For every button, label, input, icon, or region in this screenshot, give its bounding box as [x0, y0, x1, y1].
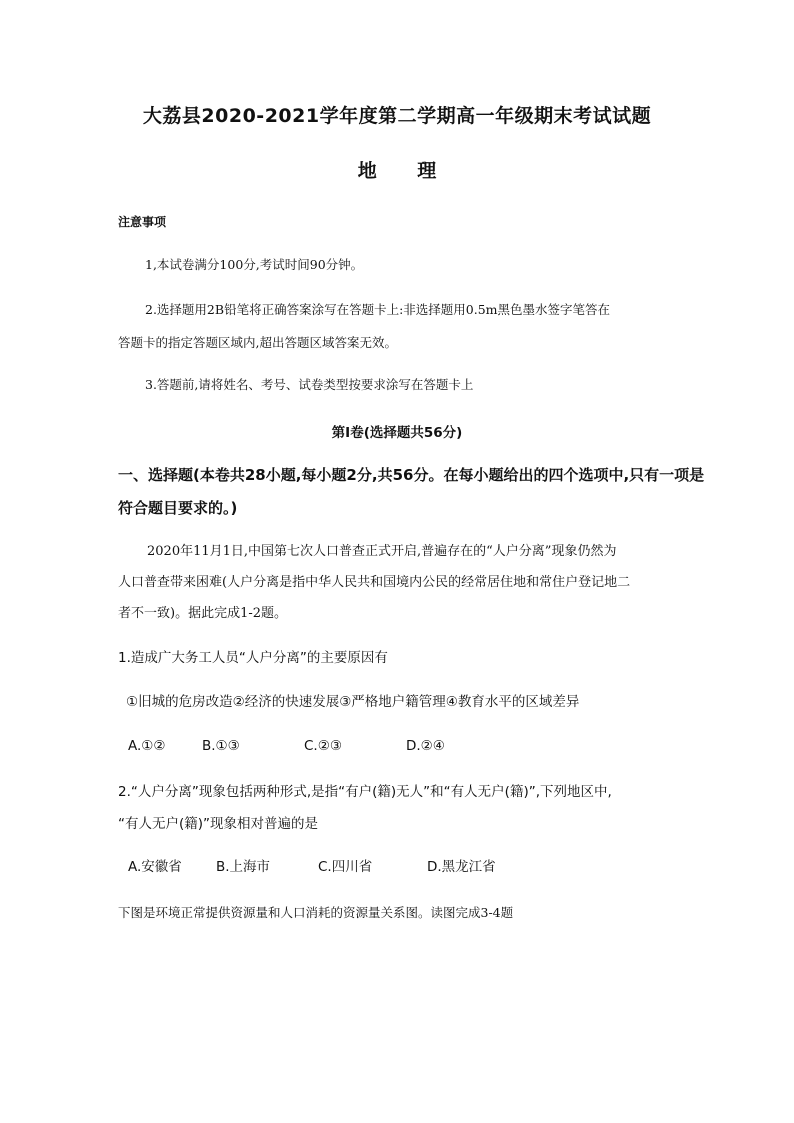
question-2-option-d: D.黑龙江省 [427, 859, 496, 875]
question-2-option-a: A.安徽省 [128, 859, 182, 875]
subject-title: 地 理 [357, 160, 437, 182]
question-2-stem-line-2: “有人无户(籍)”现象相对普遍的是 [118, 816, 319, 832]
exam-title: 大荔县2020-2021学年度第二学期高一年级期末考试试题 [142, 105, 652, 127]
notice-item-1: 1,本试卷满分100分,考试时间90分钟。 [145, 257, 364, 272]
section-title: 第Ⅰ卷(选择题共56分) [331, 425, 463, 441]
question-1-option-d: D.②④ [406, 738, 445, 754]
question-2-stem-line-1: 2.“人户分离”现象包括两种形式,是指“有户(籍)无人”和“有人无户(籍)”,下列地区中, [118, 784, 612, 800]
notice-item-2-line-2: 答题卡的指定答题区域内,超出答题区域答案无效。 [118, 335, 397, 350]
passage-line-2: 人口普查带来困难(人户分离是指中华人民共和国境内公民的经常居住地和常住户登记地二 [118, 575, 631, 590]
notice-heading: 注意事项 [118, 215, 167, 229]
question-2-option-c: C.四川省 [318, 859, 373, 875]
notice-item-3: 3.答题前,请将姓名、考号、试卷类型按要求涂写在答题卡上 [145, 377, 474, 392]
notice-item-2-line-1: 2.选择题用2B铅笔将正确答案涂写在答题卡上:非选择题用0.5m黑色墨水签字笔答在 [145, 302, 611, 317]
question-1-option-b: B.①③ [202, 738, 240, 754]
question-3-intro: 下图是环境正常提供资源量和人口消耗的资源量关系图。读图完成3-4题 [118, 905, 514, 920]
section-instruction-line-2: 符合题目要求的。) [118, 499, 238, 517]
question-1-option-c: C.②③ [304, 738, 342, 754]
question-1-stem: 1.造成广大务工人员“人户分离”的主要原因有 [118, 650, 388, 666]
passage-line-3: 者不一致)。据此完成1-2题。 [118, 606, 288, 621]
question-1-option-a: A.①② [128, 738, 166, 754]
section-instruction-line-1: 一、选择题(本卷共28小题,每小题2分,共56分。在每小题给出的四个选项中,只有一项是 [118, 466, 705, 484]
question-2-option-b: B.上海市 [216, 859, 271, 875]
question-1-statements: ①旧城的危房改造②经济的快速发展③严格地户籍管理④教育水平的区域差异 [126, 694, 580, 710]
passage-line-1: 2020年11月1日,中国第七次人口普查正式开启,普遍存在的“人户分离”现象仍然为 [147, 544, 617, 559]
